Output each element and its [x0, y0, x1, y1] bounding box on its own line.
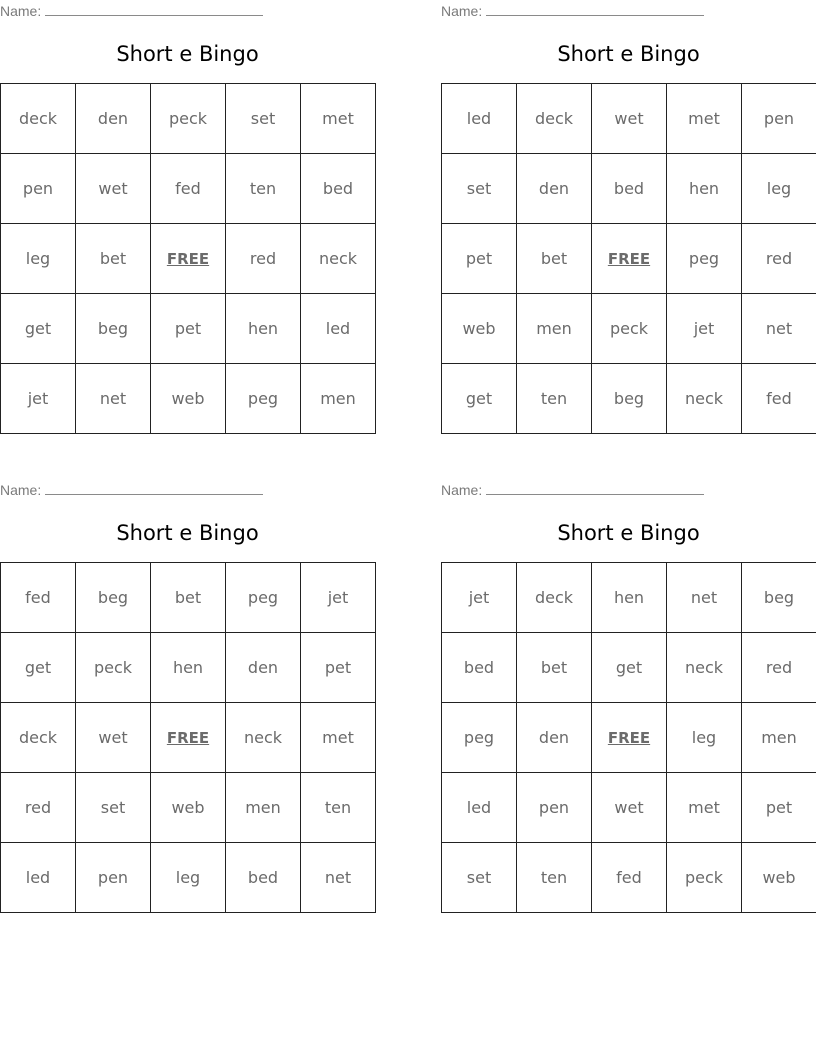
grid-cell: set: [76, 773, 151, 843]
free-space: FREE: [592, 703, 667, 773]
grid-cell: wet: [76, 154, 151, 224]
grid-cell: jet: [442, 563, 517, 633]
grid-cell: web: [742, 843, 816, 913]
grid-cell: beg: [742, 563, 816, 633]
grid-cell: fed: [1, 563, 76, 633]
grid-cell: men: [301, 364, 376, 434]
name-label: Name:: [0, 482, 42, 498]
grid-cell: set: [442, 843, 517, 913]
name-blank-line: [45, 3, 263, 16]
bingo-grid: [0, 83, 376, 434]
name-field: [0, 482, 263, 498]
grid-row: [1, 563, 376, 633]
grid-cell: led: [442, 84, 517, 154]
grid-row: [1, 773, 376, 843]
grid-cell: deck: [517, 563, 592, 633]
grid-row: [442, 224, 816, 294]
grid-cell: ten: [301, 773, 376, 843]
grid-cell: web: [151, 364, 226, 434]
name-label: Name:: [441, 482, 483, 498]
grid-cell: beg: [592, 364, 667, 434]
grid-cell: den: [517, 703, 592, 773]
grid-cell: jet: [301, 563, 376, 633]
grid-cell: wet: [76, 703, 151, 773]
card-title: Short e Bingo: [116, 521, 259, 545]
grid-cell: ten: [517, 364, 592, 434]
grid-cell: den: [226, 633, 301, 703]
grid-cell: met: [667, 773, 742, 843]
grid-cell: hen: [151, 633, 226, 703]
grid-cell: set: [442, 154, 517, 224]
grid-row: [1, 843, 376, 913]
grid-cell: pet: [742, 773, 816, 843]
grid-cell: men: [226, 773, 301, 843]
name-label: Name:: [0, 3, 42, 19]
grid-cell: fed: [151, 154, 226, 224]
grid-row: [1, 633, 376, 703]
grid-cell: jet: [1, 364, 76, 434]
grid-cell: led: [442, 773, 517, 843]
grid-cell: peg: [442, 703, 517, 773]
grid-cell: leg: [742, 154, 816, 224]
grid-cell: den: [517, 154, 592, 224]
free-space: FREE: [151, 703, 226, 773]
grid-cell: leg: [667, 703, 742, 773]
grid-cell: set: [226, 84, 301, 154]
grid-cell: men: [517, 294, 592, 364]
grid-cell: fed: [592, 843, 667, 913]
card-title: Short e Bingo: [557, 521, 700, 545]
grid-row: [442, 294, 816, 364]
grid-row: [1, 364, 376, 434]
grid-cell: leg: [151, 843, 226, 913]
grid-cell: wet: [592, 84, 667, 154]
grid-cell: neck: [667, 364, 742, 434]
grid-cell: met: [301, 84, 376, 154]
grid-cell: den: [76, 84, 151, 154]
grid-cell: peck: [667, 843, 742, 913]
card-title: Short e Bingo: [116, 42, 259, 66]
grid-cell: get: [442, 364, 517, 434]
name-field: [0, 3, 263, 19]
grid-cell: bet: [517, 633, 592, 703]
grid-cell: wet: [592, 773, 667, 843]
grid-cell: bed: [226, 843, 301, 913]
grid-row: [442, 703, 816, 773]
grid-cell: neck: [301, 224, 376, 294]
grid-cell: get: [1, 294, 76, 364]
bingo-card-3: [0, 479, 375, 914]
grid-cell: pet: [301, 633, 376, 703]
grid-cell: bed: [301, 154, 376, 224]
bingo-grid: [0, 562, 376, 913]
grid-cell: peg: [667, 224, 742, 294]
grid-cell: ten: [226, 154, 301, 224]
grid-cell: net: [76, 364, 151, 434]
free-space: FREE: [592, 224, 667, 294]
grid-cell: red: [1, 773, 76, 843]
bingo-grid: [441, 83, 816, 434]
grid-cell: red: [742, 633, 816, 703]
grid-cell: met: [667, 84, 742, 154]
grid-cell: bet: [151, 563, 226, 633]
grid-row: [1, 294, 376, 364]
grid-cell: leg: [1, 224, 76, 294]
grid-row: [1, 224, 376, 294]
grid-cell: pen: [517, 773, 592, 843]
grid-cell: bet: [517, 224, 592, 294]
grid-cell: red: [742, 224, 816, 294]
grid-cell: led: [301, 294, 376, 364]
grid-cell: ten: [517, 843, 592, 913]
grid-row: [1, 154, 376, 224]
grid-cell: get: [1, 633, 76, 703]
bingo-card-4: [441, 479, 816, 914]
grid-cell: beg: [76, 294, 151, 364]
grid-row: [442, 154, 816, 224]
grid-cell: beg: [76, 563, 151, 633]
grid-cell: peg: [226, 364, 301, 434]
grid-row: [1, 703, 376, 773]
grid-cell: web: [151, 773, 226, 843]
grid-row: [442, 84, 816, 154]
grid-row: [442, 843, 816, 913]
grid-cell: pet: [151, 294, 226, 364]
grid-cell: red: [226, 224, 301, 294]
card-title: Short e Bingo: [557, 42, 700, 66]
free-space: FREE: [151, 224, 226, 294]
grid-cell: bet: [76, 224, 151, 294]
grid-cell: net: [667, 563, 742, 633]
grid-cell: peck: [76, 633, 151, 703]
bingo-card-1: [0, 0, 375, 435]
grid-row: [442, 563, 816, 633]
grid-cell: neck: [667, 633, 742, 703]
name-blank-line: [45, 482, 263, 495]
grid-cell: neck: [226, 703, 301, 773]
bingo-card-2: [441, 0, 816, 435]
grid-cell: fed: [742, 364, 816, 434]
grid-cell: bed: [442, 633, 517, 703]
grid-cell: hen: [667, 154, 742, 224]
name-field: [441, 482, 704, 498]
grid-cell: deck: [517, 84, 592, 154]
grid-cell: net: [742, 294, 816, 364]
grid-row: [442, 773, 816, 843]
grid-row: [442, 364, 816, 434]
grid-cell: men: [742, 703, 816, 773]
grid-cell: pen: [742, 84, 816, 154]
grid-cell: peck: [151, 84, 226, 154]
grid-cell: led: [1, 843, 76, 913]
grid-cell: deck: [1, 84, 76, 154]
grid-cell: pen: [76, 843, 151, 913]
bingo-grid: [441, 562, 816, 913]
grid-cell: get: [592, 633, 667, 703]
grid-row: [442, 633, 816, 703]
grid-cell: net: [301, 843, 376, 913]
name-label: Name:: [441, 3, 483, 19]
grid-cell: peg: [226, 563, 301, 633]
grid-cell: pen: [1, 154, 76, 224]
grid-cell: web: [442, 294, 517, 364]
grid-cell: peck: [592, 294, 667, 364]
name-blank-line: [486, 482, 704, 495]
grid-row: [1, 84, 376, 154]
name-field: [441, 3, 704, 19]
grid-cell: hen: [592, 563, 667, 633]
grid-cell: hen: [226, 294, 301, 364]
grid-cell: deck: [1, 703, 76, 773]
grid-cell: pet: [442, 224, 517, 294]
name-blank-line: [486, 3, 704, 16]
grid-cell: bed: [592, 154, 667, 224]
grid-cell: jet: [667, 294, 742, 364]
grid-cell: met: [301, 703, 376, 773]
